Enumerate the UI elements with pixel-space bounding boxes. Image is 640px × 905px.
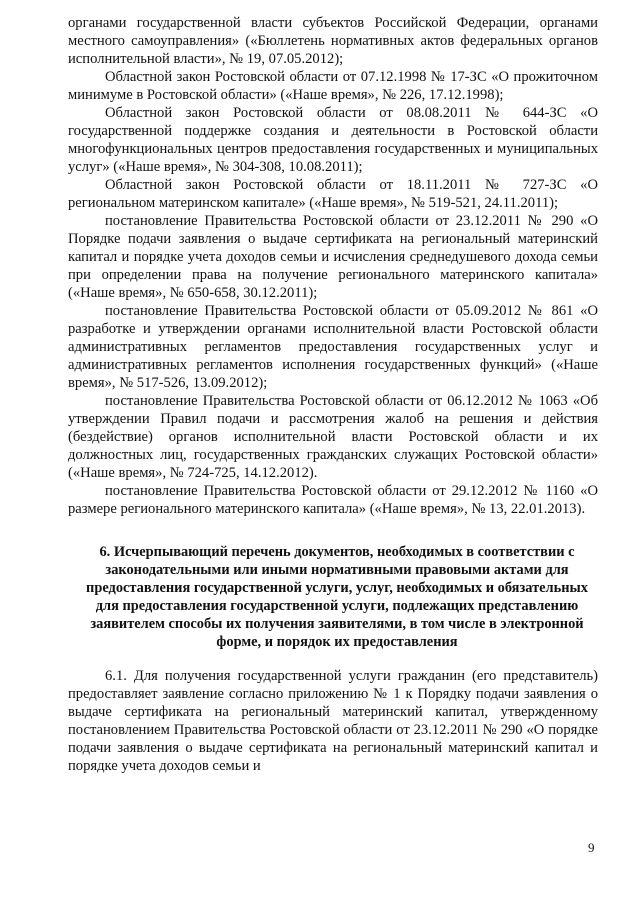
page-number: 9	[588, 840, 595, 855]
paragraph-law-644-zs: Областной закон Ростовской области от 08.08.2011 № 644-ЗС «О государственной поддержке создания и деятельности в Ростовской области многофункциональных центров предоставления государственных и муниципальных услуг» («Наше время», № 304-308, 10.08.2011);	[68, 105, 598, 175]
clause-spacer	[68, 651, 598, 667]
paragraph-resolution-1160: постановление Правительства Ростовской области от 29.12.2012 № 1160 «О размере регионального материнского капитала» («Наше время», № 13, 22.01.2013).	[68, 483, 598, 517]
paragraph-law-727-zs: Областной закон Ростовской области от 18.11.2011 № 727-ЗС «О региональном материнском капитале» («Наше время», № 519-521, 24.11.2011);	[68, 177, 598, 211]
section-number: 6.	[99, 544, 111, 560]
paragraph-federal-bulletin: органами государственной власти субъектов Российской Федерации, органами местного самоуправления» («Бюллетень нормативных актов федеральных органов исполнительной власти», № 19, 07.05.2012);	[68, 15, 598, 67]
section-title: Исчерпывающий перечень документов, необходимых в соответствии с законодательными или иными нормативными правовыми актами для предоставления государственной услуги, услуг, необходимых и обязательных для предоставления государственной услуги, подлежащих представлению заявителем способы их получения заявителями, в том числе в электронной форме, и порядок их предоставления	[86, 544, 588, 650]
paragraph-law-17-zs: Областной закон Ростовской области от 07.12.1998 № 17-ЗС «О прожиточном минимуме в Ростовской области» («Наше время», № 226, 17.12.1998);	[68, 69, 598, 103]
clause-6-1: 6.1. Для получения государственной услуги гражданин (его представитель) предоставляет заявление согласно приложению № 1 к Порядку подачи заявления о выдаче сертификата на региональный материнский капитал, утвержденному постановлением Правительства Ростовской области от 23.12.2011 № 290 «О порядке подачи заявления о выдаче сертификата на региональный материнский капитал и порядке учета доходов семьи и	[68, 668, 598, 774]
paragraph-resolution-290: постановление Правительства Ростовской области от 23.12.2011 № 290 «О Порядке подачи заявления о выдаче сертификата на региональный материнский капитал и порядке учета доходов семьи и исчисления среднедушевого дохода семьи при определении права на получение регионального материнского капитала» («Наше время», № 650-658, 30.12.2011);	[68, 213, 598, 301]
section-heading	[68, 543, 598, 651]
document-page	[68, 14, 598, 775]
section-spacer	[68, 518, 598, 543]
paragraph-resolution-861: постановление Правительства Ростовской области от 05.09.2012 № 861 «О разработке и утверждении органами исполнительной власти Ростовской области административных регламентов предоставления государственных услуг и административных регламентов исполнения государственных функций» («Наше время», № 517-526, 13.09.2012);	[68, 303, 598, 391]
paragraph-resolution-1063: постановление Правительства Ростовской области от 06.12.2012 № 1063 «Об утверждении Правил подачи и рассмотрения жалоб на решения и действия (бездействие) органов исполнительной власти Ростовской области и их должностных лиц, государственных гражданских служащих Ростовской области» («Наше время», № 724-725, 14.12.2012).	[68, 393, 598, 481]
